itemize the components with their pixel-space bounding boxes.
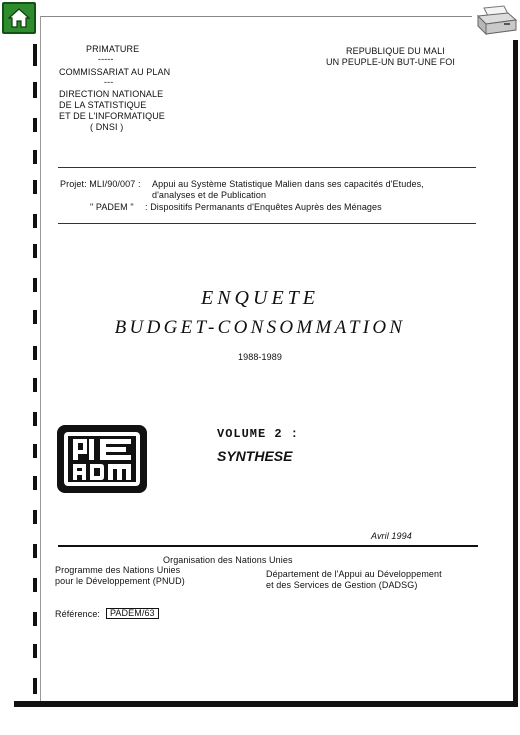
page-top-edge bbox=[40, 16, 472, 17]
padem-label: " PADEM " bbox=[90, 202, 134, 212]
binding-mark bbox=[33, 82, 37, 98]
dadsg-line-2: et des Services de Gestion (DADSG) bbox=[266, 580, 418, 590]
commissariat-dashes: --- bbox=[104, 77, 114, 87]
binding-mark bbox=[33, 150, 37, 164]
binding-mark bbox=[33, 180, 37, 194]
direction-line-1: DIRECTION NATIONALE bbox=[59, 89, 164, 99]
padem-text: : Dispositifs Permanants d'Enquêtes Auprès des Ménages bbox=[145, 202, 382, 212]
volume-subtitle: SYNTHESE bbox=[217, 448, 293, 464]
home-icon bbox=[7, 7, 31, 29]
binding-mark bbox=[33, 644, 37, 658]
binding-mark bbox=[33, 544, 37, 558]
project-text-line-2: d'analyses et de Publication bbox=[152, 190, 267, 200]
project-label: Projet: MLI/90/007 : bbox=[60, 179, 141, 189]
title-line-2: BUDGET-CONSOMMATION bbox=[114, 317, 406, 338]
binding-mark bbox=[33, 476, 37, 490]
binding-mark bbox=[33, 44, 37, 66]
direction-line-3: ET DE L'INFORMATIQUE bbox=[59, 111, 165, 121]
organisation-label: Organisation des Nations Unies bbox=[163, 555, 293, 565]
reference-value: PADEM/63 bbox=[106, 608, 159, 619]
reference-label: Référence: bbox=[55, 609, 101, 619]
binding-mark bbox=[33, 678, 37, 694]
project-text-line-1: Appui au Système Statistique Malien dans ses capacités d'Etudes, bbox=[152, 179, 424, 189]
volume-label: VOLUME 2 : bbox=[217, 427, 300, 441]
page-shadow-right bbox=[513, 40, 518, 706]
republic-label: REPUBLIQUE DU MALI bbox=[346, 46, 445, 56]
pnud-line-2: pour le Développement (PNUD) bbox=[55, 576, 185, 586]
title-line-1: ENQUETE bbox=[201, 287, 319, 309]
home-button[interactable] bbox=[2, 2, 36, 34]
page-shadow-bottom bbox=[14, 701, 518, 707]
publication-date: Avril 1994 bbox=[371, 531, 412, 541]
binding-mark bbox=[33, 444, 37, 458]
binding-mark bbox=[33, 214, 37, 228]
primature-dashes: ----- bbox=[98, 54, 114, 64]
commissariat-label: COMMISSARIAT AU PLAN bbox=[59, 67, 171, 77]
binding-mark bbox=[33, 578, 37, 592]
dadsg-line-1: Département de l'Appui au Développement bbox=[266, 569, 442, 579]
binding-mark bbox=[33, 244, 37, 258]
rule-bottom bbox=[58, 223, 476, 224]
direction-line-2: DE LA STATISTIQUE bbox=[59, 100, 147, 110]
rule-footer bbox=[58, 545, 478, 547]
padem-logo bbox=[56, 424, 148, 494]
binding-mark bbox=[33, 378, 37, 392]
primature-label: PRIMATURE bbox=[86, 44, 140, 54]
binding-mark bbox=[33, 412, 37, 426]
motto-label: UN PEUPLE-UN BUT-UNE FOI bbox=[326, 57, 455, 67]
rule-top bbox=[58, 167, 476, 168]
binding-mark bbox=[33, 118, 37, 132]
binding-mark bbox=[33, 612, 37, 626]
title-years: 1988-1989 bbox=[238, 352, 282, 362]
pnud-line-1: Programme des Nations Unies bbox=[55, 565, 181, 575]
printer-icon bbox=[474, 4, 518, 38]
direction-line-4: ( DNSI ) bbox=[90, 122, 124, 132]
binding-mark bbox=[33, 510, 37, 524]
print-button[interactable] bbox=[474, 4, 518, 38]
